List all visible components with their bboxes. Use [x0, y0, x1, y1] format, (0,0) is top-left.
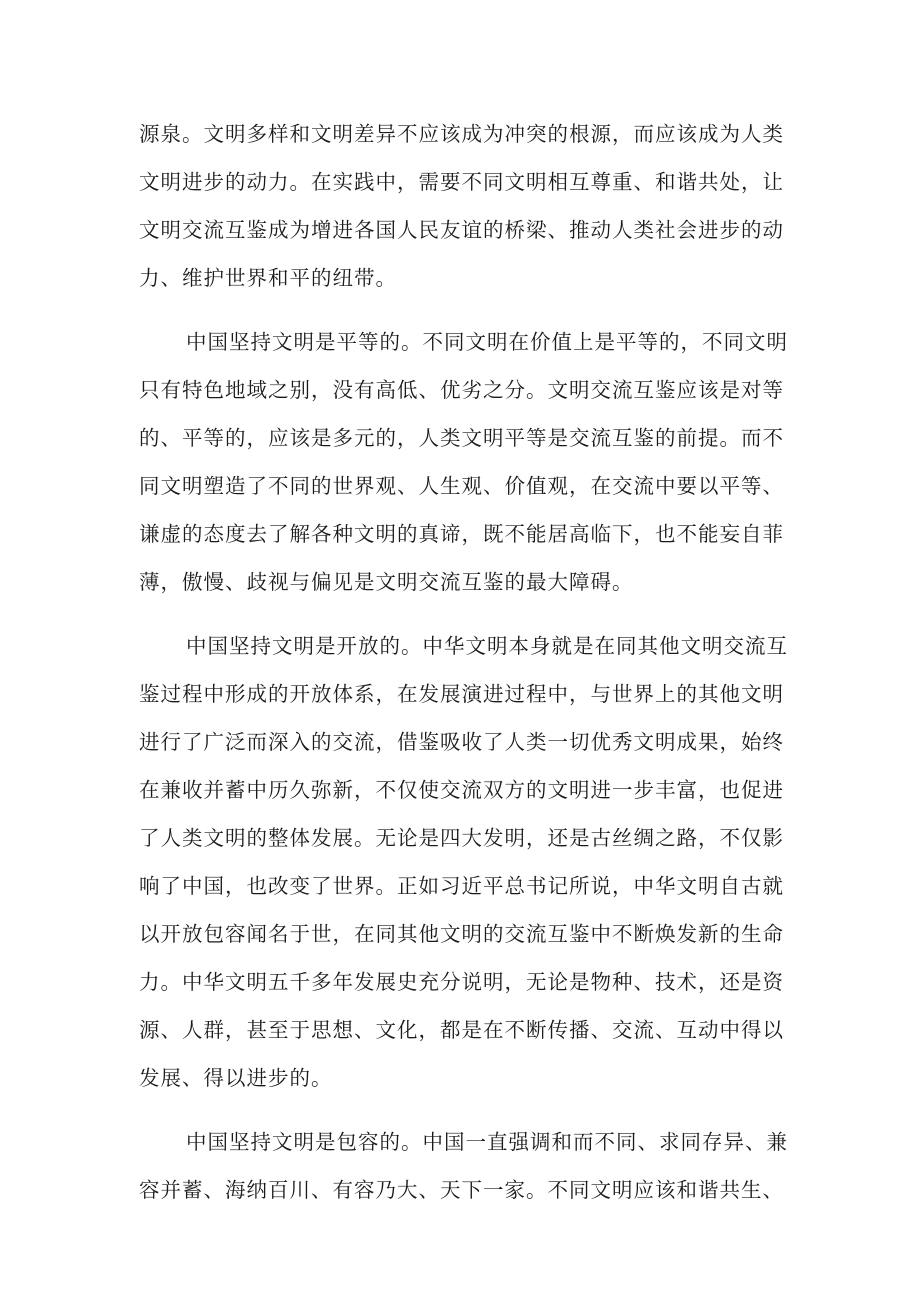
- paragraph-1: [139, 110, 799, 302]
- text-line: 响了中国，也改变了世界。正如习近平总书记所说，中华文明自古就: [139, 874, 784, 898]
- text-line: 源泉。文明多样和文明差异不应该成为冲突的根源，而应该成为人类: [139, 122, 784, 146]
- text-line: 的、平等的，应该是多元的，人类文明平等是交流互鉴的前提。而不: [139, 426, 784, 450]
- text-line: 容并蓄、海纳百川、有容乃大、天下一家。不同文明应该和谐共生、: [139, 1178, 784, 1202]
- text-line: 中国坚持文明是包容的。中国一直强调和而不同、求同存异、兼: [186, 1130, 788, 1154]
- text-line: 以开放包容闻名于世，在同其他文明的交流互鉴中不断焕发新的生命: [139, 922, 784, 946]
- text-line: 源、人群，甚至于思想、文化，都是在不断传播、交流、互动中得以: [139, 1018, 784, 1042]
- text-line: 只有特色地域之别，没有高低、优劣之分。文明交流互鉴应该是对等: [139, 378, 784, 402]
- text-line: 文明进步的动力。在实践中，需要不同文明相互尊重、和谐共处，让: [139, 170, 784, 194]
- text-line: 进行了广泛而深入的交流，借鉴吸收了人类一切优秀文明成果，始终: [139, 730, 784, 754]
- paragraph-3: [139, 622, 799, 1102]
- body-text: [139, 110, 799, 1214]
- text-line: 力。中华文明五千多年发展史充分说明，无论是物种、技术，还是资: [139, 970, 784, 994]
- paragraph-gap: [139, 302, 799, 318]
- paragraph-4: [139, 1118, 799, 1214]
- text-line: 同文明塑造了不同的世界观、人生观、价值观，在交流中要以平等、: [139, 474, 784, 498]
- text-line: 中国坚持文明是平等的。不同文明在价值上是平等的，不同文明: [186, 330, 788, 354]
- text-line: 了人类文明的整体发展。无论是四大发明，还是古丝绸之路，不仅影: [139, 826, 784, 850]
- paragraph-2: [139, 318, 799, 606]
- text-line: 发展、得以进步的。: [139, 1066, 333, 1090]
- text-line: 谦虚的态度去了解各种文明的真谛，既不能居高临下，也不能妄自菲: [139, 522, 784, 546]
- paragraph-gap: [139, 606, 799, 622]
- paragraph-gap: [139, 1102, 799, 1118]
- text-line: 力、维护世界和平的纽带。: [139, 266, 397, 290]
- text-line: 在兼收并蓄中历久弥新，不仅使交流双方的文明进一步丰富，也促进: [139, 778, 784, 802]
- text-line: 中国坚持文明是开放的。中华文明本身就是在同其他文明交流互: [186, 634, 788, 658]
- text-line: 文明交流互鉴成为增进各国人民友谊的桥梁、推动人类社会进步的动: [139, 218, 784, 242]
- text-line: 薄，傲慢、歧视与偏见是文明交流互鉴的最大障碍。: [139, 570, 634, 594]
- text-line: 鉴过程中形成的开放体系，在发展演进过程中，与世界上的其他文明: [139, 682, 784, 706]
